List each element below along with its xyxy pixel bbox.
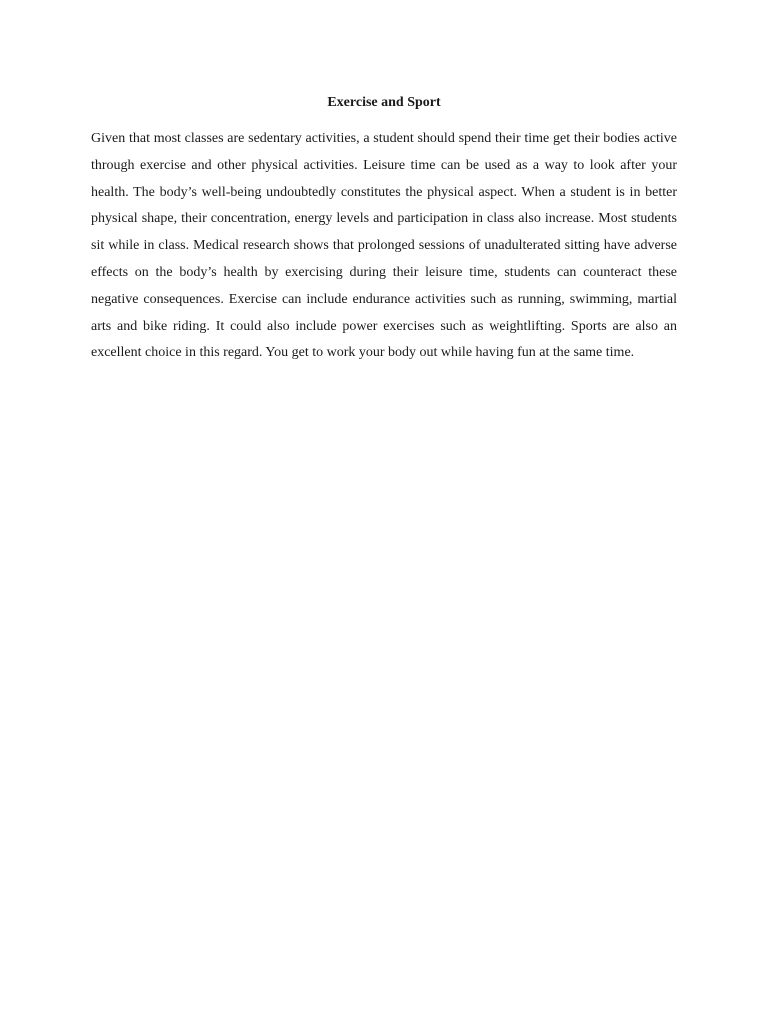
document-paragraph: Given that most classes are sedentary activities, a student should spend their time get their bodies active through exercise and other physical activities. Leisure time can be used as a way to look after your health. The body’s well-being undoubtedly constitutes the physical aspect. When a student is in better physical shape, their concentration, energy levels and participation in class also increase. Most students sit while in class. Medical research shows that prolonged sessions of unadulterated sitting have adverse effects on the body’s health by exercising during their leisure time, students can counteract these negative consequences. Exercise can include endurance activities such as running, swimming, martial arts and bike riding. It could also include power exercises such as weightlifting. Sports are also an excellent choice in this regard. You get to work your body out while having fun at the same time. [91, 131, 677, 361]
document-title: Exercise and Sport [327, 95, 441, 110]
